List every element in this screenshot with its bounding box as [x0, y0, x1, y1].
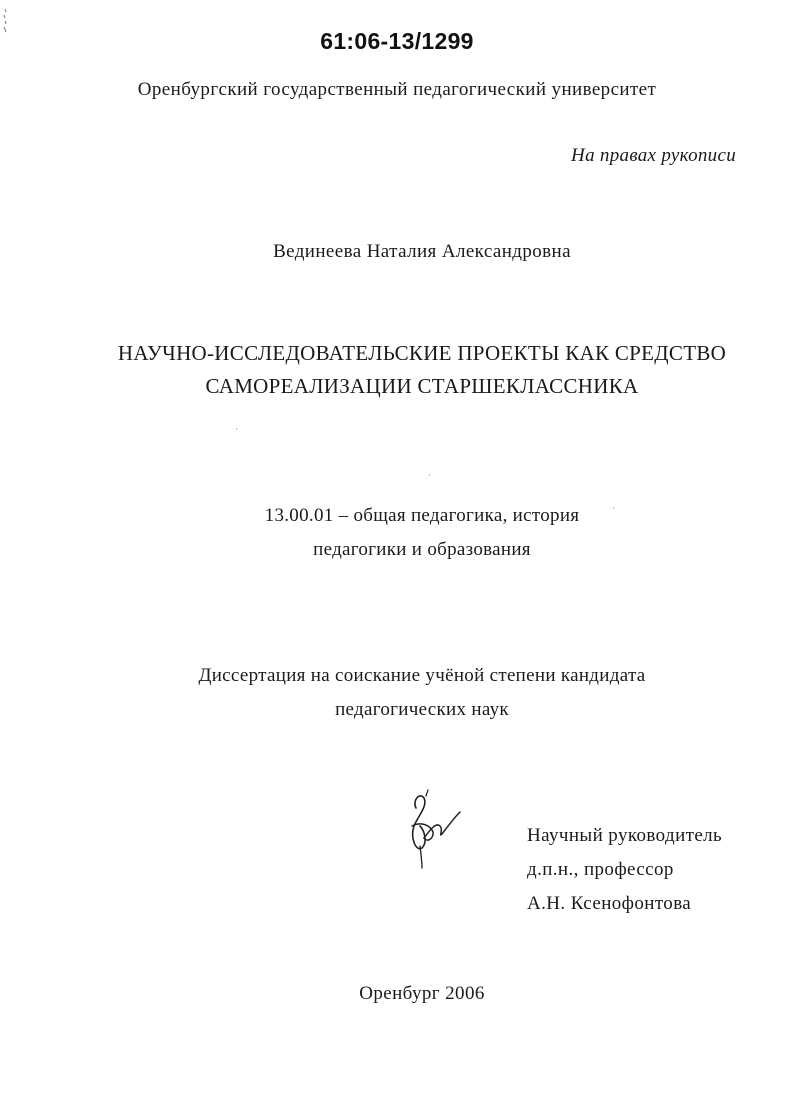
scan-speck	[236, 428, 237, 430]
catalog-number: 61:06-13/1299	[320, 28, 474, 54]
scan-speck	[613, 507, 614, 509]
dissertation-title	[0, 337, 794, 403]
dissertation-line-1: Диссертация на соискание учёной степени кандидата	[198, 665, 646, 686]
supervisor-name: А.Н. Ксенофонтова	[527, 893, 692, 914]
title-line-2: САМОРЕАЛИЗАЦИИ СТАРШЕКЛАССНИКА	[205, 374, 639, 398]
specialty-code	[0, 499, 794, 567]
specialty-line-1: 13.00.01 – общая педагогика, история	[264, 505, 580, 526]
manuscript-note: На правах рукописи	[571, 145, 736, 166]
supervisor-block	[527, 819, 722, 921]
supervisor-degree: д.п.н., профессор	[527, 859, 674, 880]
dissertation-statement	[0, 659, 794, 727]
city-year: Оренбург 2006	[359, 983, 485, 1004]
scan-speck	[429, 474, 430, 476]
supervisor-role: Научный руководитель	[527, 825, 723, 846]
specialty-line-2: педагогики и образования	[313, 539, 531, 560]
title-line-1: НАУЧНО-ИССЛЕДОВАТЕЛЬСКИЕ ПРОЕКТЫ КАК СРЕДСТВО	[117, 341, 727, 365]
university-name: Оренбургский государственный педагогический университет	[137, 79, 657, 100]
handwritten-signature	[402, 786, 466, 872]
dissertation-line-2: педагогических наук	[335, 699, 509, 720]
author-name: Вединеева Наталия Александровна	[273, 241, 571, 262]
